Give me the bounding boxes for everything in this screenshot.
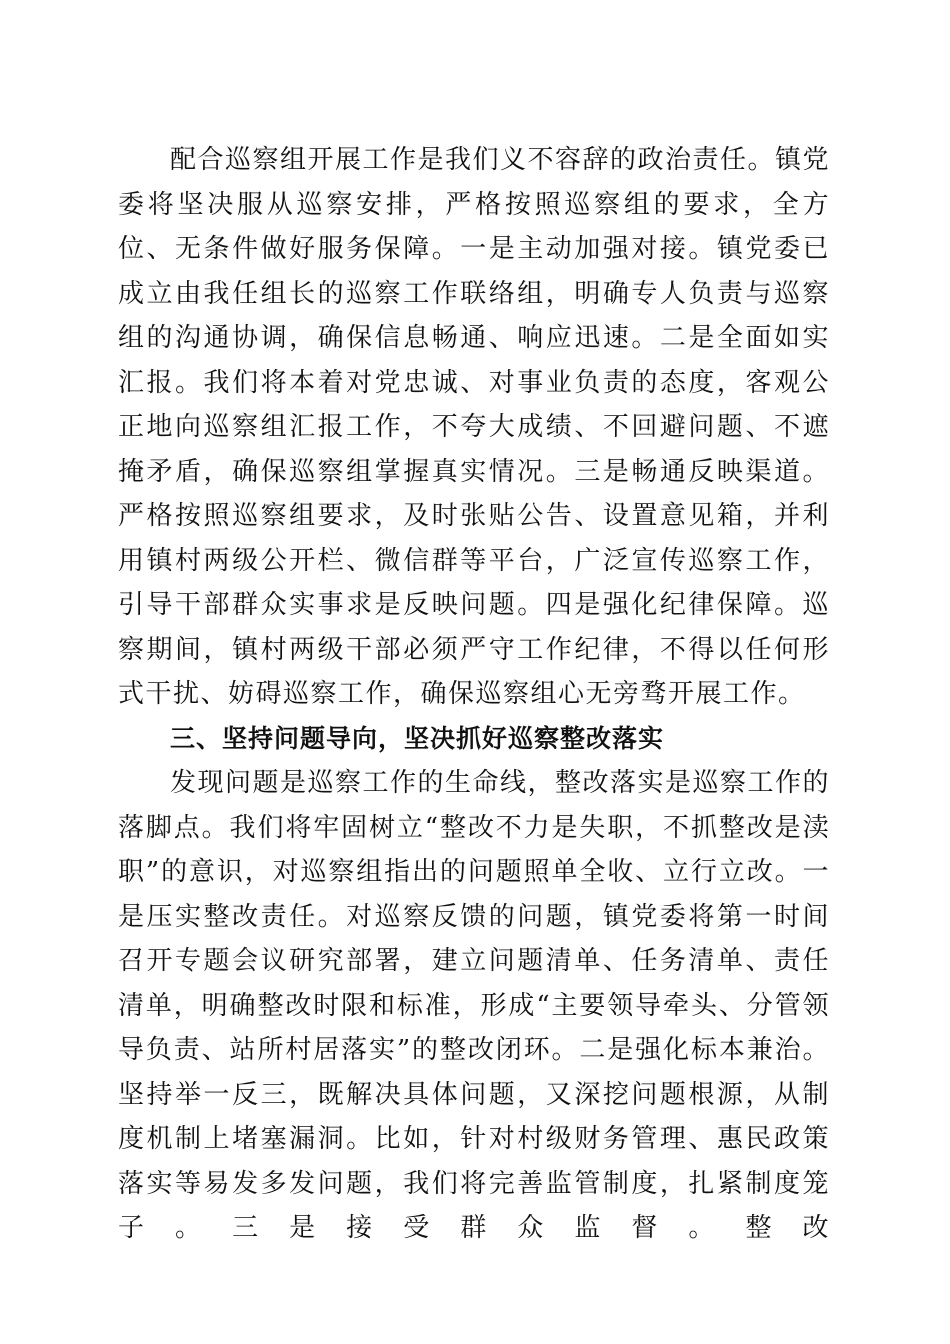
body-paragraph-cooperation: 配合巡察组开展工作是我们义不容辞的政治责任。镇党委将坚决服从巡察安排，严格按照巡察组的要求，全方位、无条件做好服务保障。一是主动加强对接。镇党委已成立由我任组长的巡察工作联络组，明确专人负责与巡察组的沟通协调，确保信息畅通、响应迅速。二是全面如实汇报。我们将本着对党忠诚、对事业负责的态度，客观公正地向巡察组汇报工作，不夸大成绩、不回避问题、不遮掩矛盾，确保巡察组掌握真实情况。三是畅通反映渠道。严格按照巡察组要求，及时张贴公告、设置意见箱，并利用镇村两级公开栏、微信群等平台，广泛宣传巡察工作，引导干部群众实事求是反映问题。四是强化纪律保障。巡察期间，镇村两级干部必须严守工作纪律，不得以任何形式干扰、妨碍巡察工作，确保巡察组心无旁骛开展工作。	[118, 145, 831, 709]
section-heading-3: 三、坚持问题导向，坚决抓好巡察整改落实	[170, 723, 665, 753]
document-page	[118, 138, 830, 1251]
body-paragraph-rectification: 发现问题是巡察工作的生命线，整改落实是巡察工作的落脚点。我们将牢固树立“整改不力是失职，不抓整改是渎职”的意识，对巡察组指出的问题照单全收、立行立改。一是压实整改责任。对巡察反馈的问题，镇党委将第一时间召开专题会议研究部署，建立问题清单、任务清单、责任清单，明确整改时限和标准，形成“主要领导牵头、分管领导负责、站所村居落实”的整改闭环。二是强化标本兼治。坚持举一反三，既解决具体问题，又深挖问题根源，从制度机制上堵塞漏洞。比如，针对村级财务管理、惠民政策落实等易发多发问题，我们将完善监管制度，扎紧制度笼子。三是接受群众监督。整改	[118, 768, 831, 1243]
